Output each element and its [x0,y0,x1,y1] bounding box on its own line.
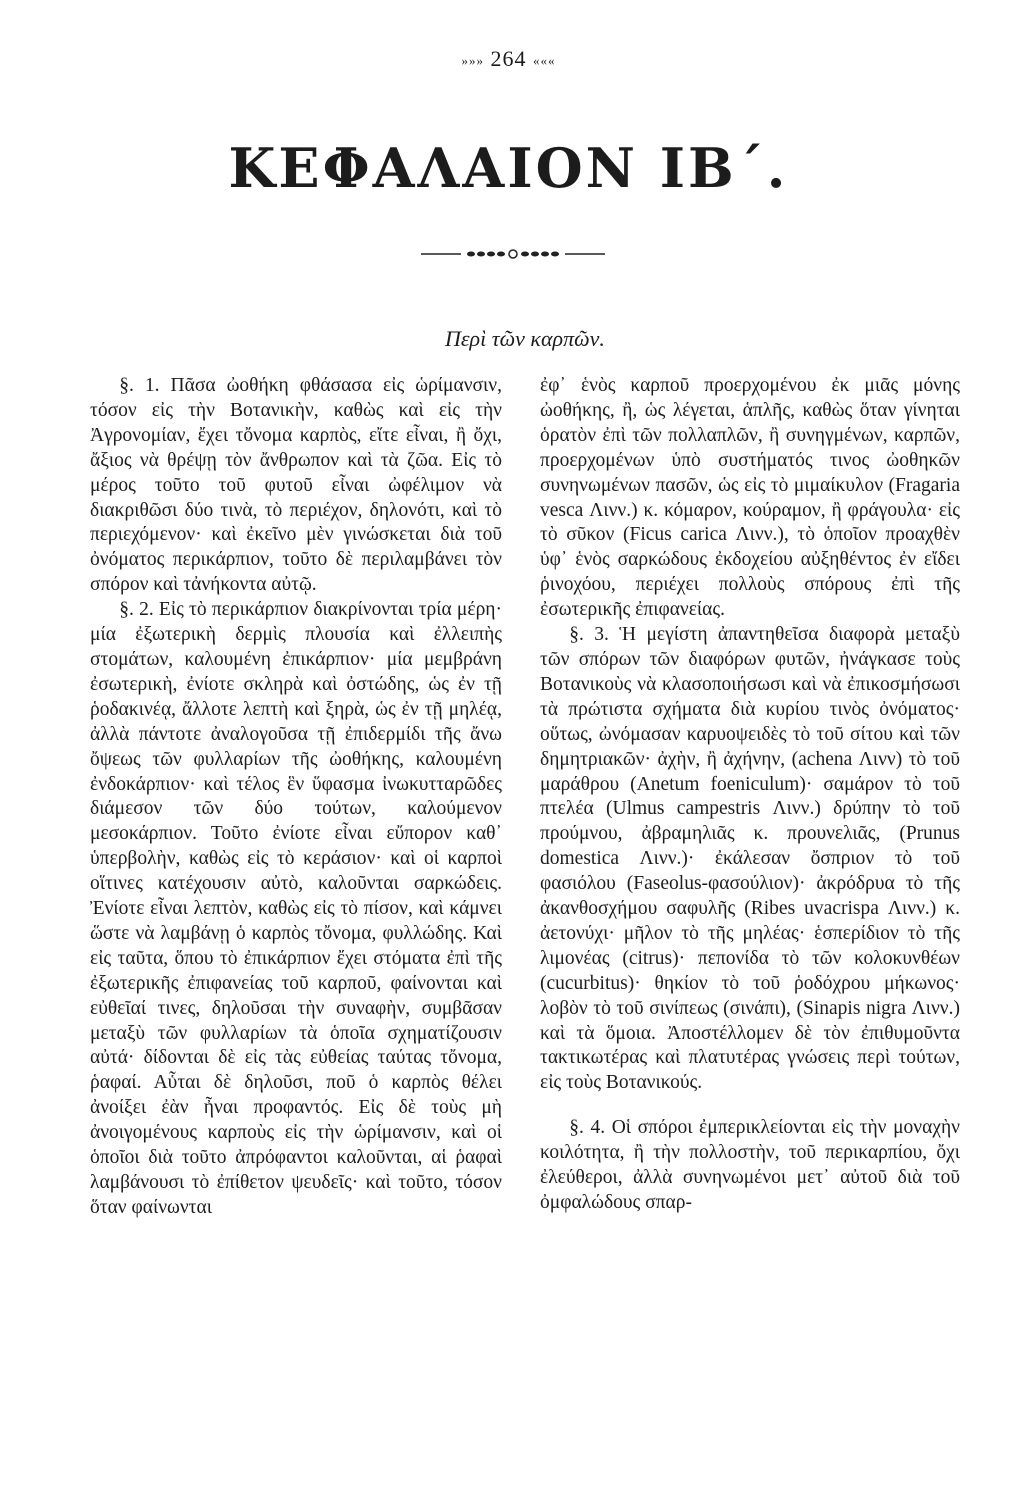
paragraph-4: §. 4. Οἱ σπόροι ἐμπερικλείονται εἰς τὴν μοναχὴν κοιλότητα, ἢ τὴν πολλοστὴν, τοῦ περικαρπίου, ὄχι ἐλεύθεροι, ἀλλὰ συνηνωμένοι μετ᾽ αὐτοῦ διὰ τοῦ ὀμφαλώδους σπαρ- [540,1117,960,1213]
chapter-title: ΚΕΦΑΛΑΙΟΝ ΙΒ΄. [228,136,789,200]
section-heading: Περὶ τῶν καρπῶν. [445,326,605,351]
right-column [540,374,960,1216]
paragraph-3: §. 3. Ἡ μεγίστη ἀπαντηθεῖσα διαφορὰ μεταξὺ τῶν σπόρων τῶν διαφόρων φυτῶν, ἠνάγκασε τοὺς Βοτανικοὺς νὰ κλασοποιήσωσι καὶ νὰ ἐπικοσμήσωσι τὰ πρώτιστα σχήματα διὰ κυρίου τινὸς ὀνόματος· οὕτως, ὠνόμασαν καρυοψειδὲς τὸ τοῦ σίτου καὶ τῶν δημητριακῶν· ἀχὴν, ἢ ἀχήνην, (achena Λινν) τὸ τοῦ μαράθρου (Anetum foeniculum)· σαμάρον τὸ τοῦ πτελέα (Ulmus campestris Λινν.) δρύπην τὸ τοῦ προύμνου, ἀβραμηλιᾶς κ. προυνελιᾶς, (Prunus domestica Λινν.)· ἐκάλεσαν ὄσπριον τὸ τοῦ φασιόλου (Faseolus-φασούλιον)· ἀκρόδρυα τὸ τῆς ἀκανθοσχήμου σαφυλῆς (Ribes uvacrispa Λινν.) κ. ἀετονύχι· μῆλον τὸ τῆς μηλέας· ἑσπερίδιον τὸ τῆς λιμονέας (citrus)· πεπονίδα τὸ τῶν κολοκυνθέων (cucurbitus)· θηκίον τὸ τοῦ ῥοδόχρου μήκωνος· λοβὸν τὸ τοῦ σινίπεως (σινάπι), (Sinapis nigra Λινν.) καὶ τὰ ὅμοια. Ἀποστέλλομεν δὲ τὸν ἐπιθυμοῦντα τακτικωτέρας καὶ πλατυτέρας γνώσεις περὶ τούτων, εἰς τοὺς Βοτανικούς. [540,624,960,1094]
paragraph-continuation: ἐφ᾽ ἑνὸς καρποῦ προερχομένου ἐκ μιᾶς μόνης ὠοθήκης, ἢ, ὡς λέγεται, ἁπλῆς, καθὼς ὅταν γίνηται ὁρατὸν ἐπὶ τῶν πολλαπλῶν, ἢ συνηγμένων, καρπῶν, προερχομένων ὑπὸ συστήματός τινος ὠοθηκῶν συνηνωμένων πασῶν, ὡς εἰς τὸ μιμαίκυλον (Fragaria vesca Λινν.) κ. κόμαρον, κούραμον, ἢ φράγουλα· εἰς τὸ σῦκον (Ficus carica Λινν.), τὸ ὁποῖον προαχθὲν ὑφ᾽ ἑνὸς σαρκώδους ἐκδοχείου αὐξηθέντος ἐν εἴδει ῥινοχόου, περιέχει πολλοὺς σπόρους ἐπὶ τῆς ἐσωτερικῆς ἐπιφανείας. [540,375,960,621]
left-column [90,374,502,1221]
paragraph-2: §. 2. Εἰς τὸ περικάρπιον διακρίνονται τρία μέρη· μία ἐξωτερικὴ δερμὶς πλουσία καὶ ἐλλειπὴς στομάτων, καλουμένη ἐπικάρπιον· μία μεμβράνη ἐσωτερικὴ, ἐνίοτε σκληρὰ καὶ ὀστώδης, ὡς ἐν τῇ ῥοδακινέᾳ, ἄλλοτε λεπτὴ καὶ ξηρὰ, ὡς ἐν τῇ μηλέᾳ, ἀλλὰ πάντοτε ἀναλογοῦσα τῇ ἐπιδερμίδι τῆς ἄνω ὄψεως τῶν φυλλαρίων τῆς ὠοθήκης, καλουμένη ἐνδοκάρπιον· καὶ τέλος ἓν ὕφασμα ἰνωκυτταρῶδες διάμεσον τῶν δύο τούτων, καλούμενον μεσοκάρπιον. Τοῦτο ἐνίοτε εἶναι εὔπορον καθ᾽ ὑπερβολὴν, καθὼς εἰς τὸ κεράσιον· καὶ οἱ καρποὶ οἵτινες κατέχουσιν αὐτὸ, καλοῦνται σαρκώδεις. Ἐνίοτε εἶναι λεπτὸν, καθὼς εἰς τὸ πίσον, καὶ κάμνει ὥστε νὰ λαμβάνῃ ὁ καρπὸς τὄνομα, φυλλώδης. Καὶ εἰς ταῦτα, ὅπου τὸ ἐπικάρπιον ἔχει στόματα ἐπὶ τῆς ἐξωτερικῆς ἐπιφανείας τοῦ καρποῦ, φαίνονται καὶ εὐθεῖαί τινες, δηλοῦσαι τὴν συναφὴν, συμβᾶσαν μεταξὺ τῶν φυλλαρίων τὰ ὁποῖα σχηματίζουσιν αὐτά· δίδονται δὲ εἰς τὰς εὐθείας ταύτας τὄνομα, ῥαφαί. Αὗται δὲ δηλοῦσι, ποῦ ὁ καρπὸς θέλει ἀνοίξει ἐὰν ἦναι προφαντός. Εἰς δὲ τοὺς μὴ ἀνοιγομένους καρποὺς εἰς τὴν ὡρίμανσιν, καὶ οἱ ὁποῖοι διὰ τοῦτο ἀπρόφαντοι καλοῦνται, αἱ ῥαφαὶ λαμβάνουσι τὸ ἐπίθετον ψευδεῖς· καὶ τοῦτο, τόσον ὅταν φαίνωνται [90,599,502,1218]
ornament-right: ««« [533,52,556,68]
ornament-left: »»» [461,52,484,68]
decorative-rule [421,247,605,261]
paragraph-1: §. 1. Πᾶσα ὠοθήκη φθάσασα εἰς ὡρίμανσιν, τόσον εἰς τὴν Βοτανικὴν, καθὼς καὶ εἰς τὴν Ἀγρονομίαν, ἔχει τὄνομα καρπὸς, εἴτε εἶναι, ἢ ὄχι, ἄξιος νὰ θρέψῃ τὸν ἄνθρωπον καὶ τὰ ζῶα. Εἰς τὸ μέρος τοῦτο τοῦ φυτοῦ εἶναι ὠφέλιμον νὰ διακριθῶσι δύο τινὰ, τὸ περιέχον, δηλονότι, καὶ τὸ περιεχόμενον· καὶ ἐκεῖνο μὲν γινώσκεται διὰ τοῦ ὀνόματος περικάρπιον, τοῦτο δὲ περιλαμβάνει τὸν σπόρον καὶ τἀνήκοντα αὐτῷ. [90,375,502,596]
page-number: 264 [490,46,527,71]
page-number-header [0,46,1017,72]
